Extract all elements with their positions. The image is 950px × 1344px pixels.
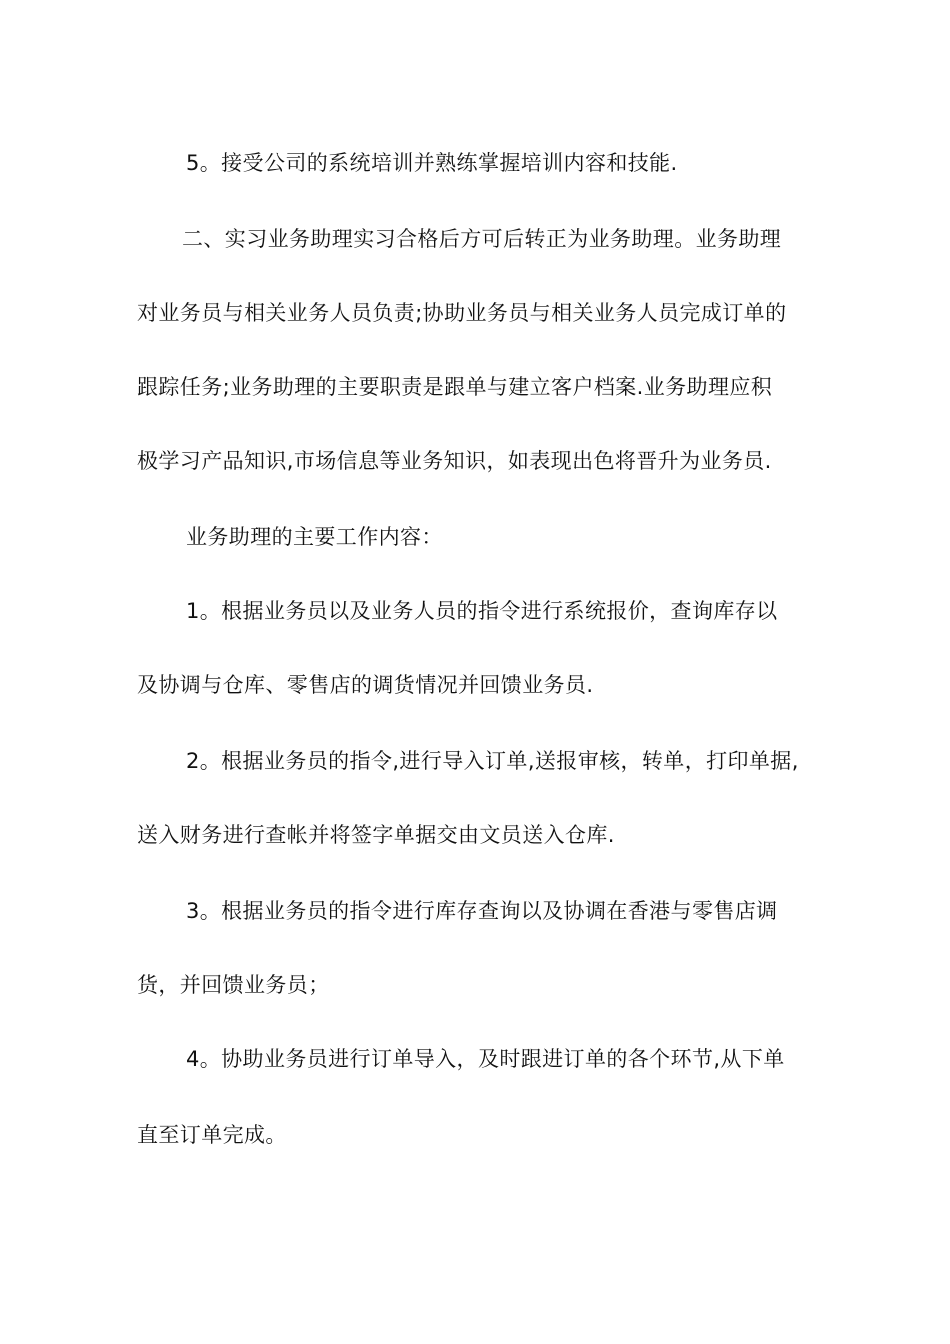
duty-2-line-1: 2。根据业务员的指令,进行导入订单,送报审核，转单，打印单据, <box>186 749 799 773</box>
duty-3-line-1: 3。根据业务员的指令进行库存查询以及协调在香港与零售店调 <box>186 899 778 923</box>
paragraph-item-5-line: 5。接受公司的系统培训并熟练掌握培训内容和技能. <box>186 151 678 175</box>
section-two-heading-line: 二、实习业务助理实习合格后方可后转正为业务助理。业务助理 <box>182 227 782 251</box>
duty-2-line-2: 送入财务进行查帐并将签字单据交由文员送入仓库. <box>137 823 615 847</box>
duty-1-line-1: 1。根据业务员以及业务人员的指令进行系统报价，查询库存以 <box>186 599 778 623</box>
duty-4-line-2: 直至订单完成。 <box>137 1123 287 1147</box>
section-two-body-line-3: 极学习产品知识,市场信息等业务知识，如表现出色将晋升为业务员. <box>137 449 772 473</box>
duty-1-line-2: 及协调与仓库、零售店的调货情况并回馈业务员. <box>137 673 594 697</box>
duties-heading: 业务助理的主要工作内容： <box>186 525 443 549</box>
duty-3-line-2: 货，并回馈业务员； <box>137 973 330 997</box>
duty-4-line-1: 4。协助业务员进行订单导入，及时跟进订单的各个环节,从下单 <box>186 1047 785 1071</box>
section-two-body-line-1: 对业务员与相关业务人员负责;协助业务员与相关业务人员完成订单的 <box>137 301 787 325</box>
section-two-body-line-2: 跟踪任务;业务助理的主要职责是跟单与建立客户档案.业务助理应积 <box>137 375 773 399</box>
